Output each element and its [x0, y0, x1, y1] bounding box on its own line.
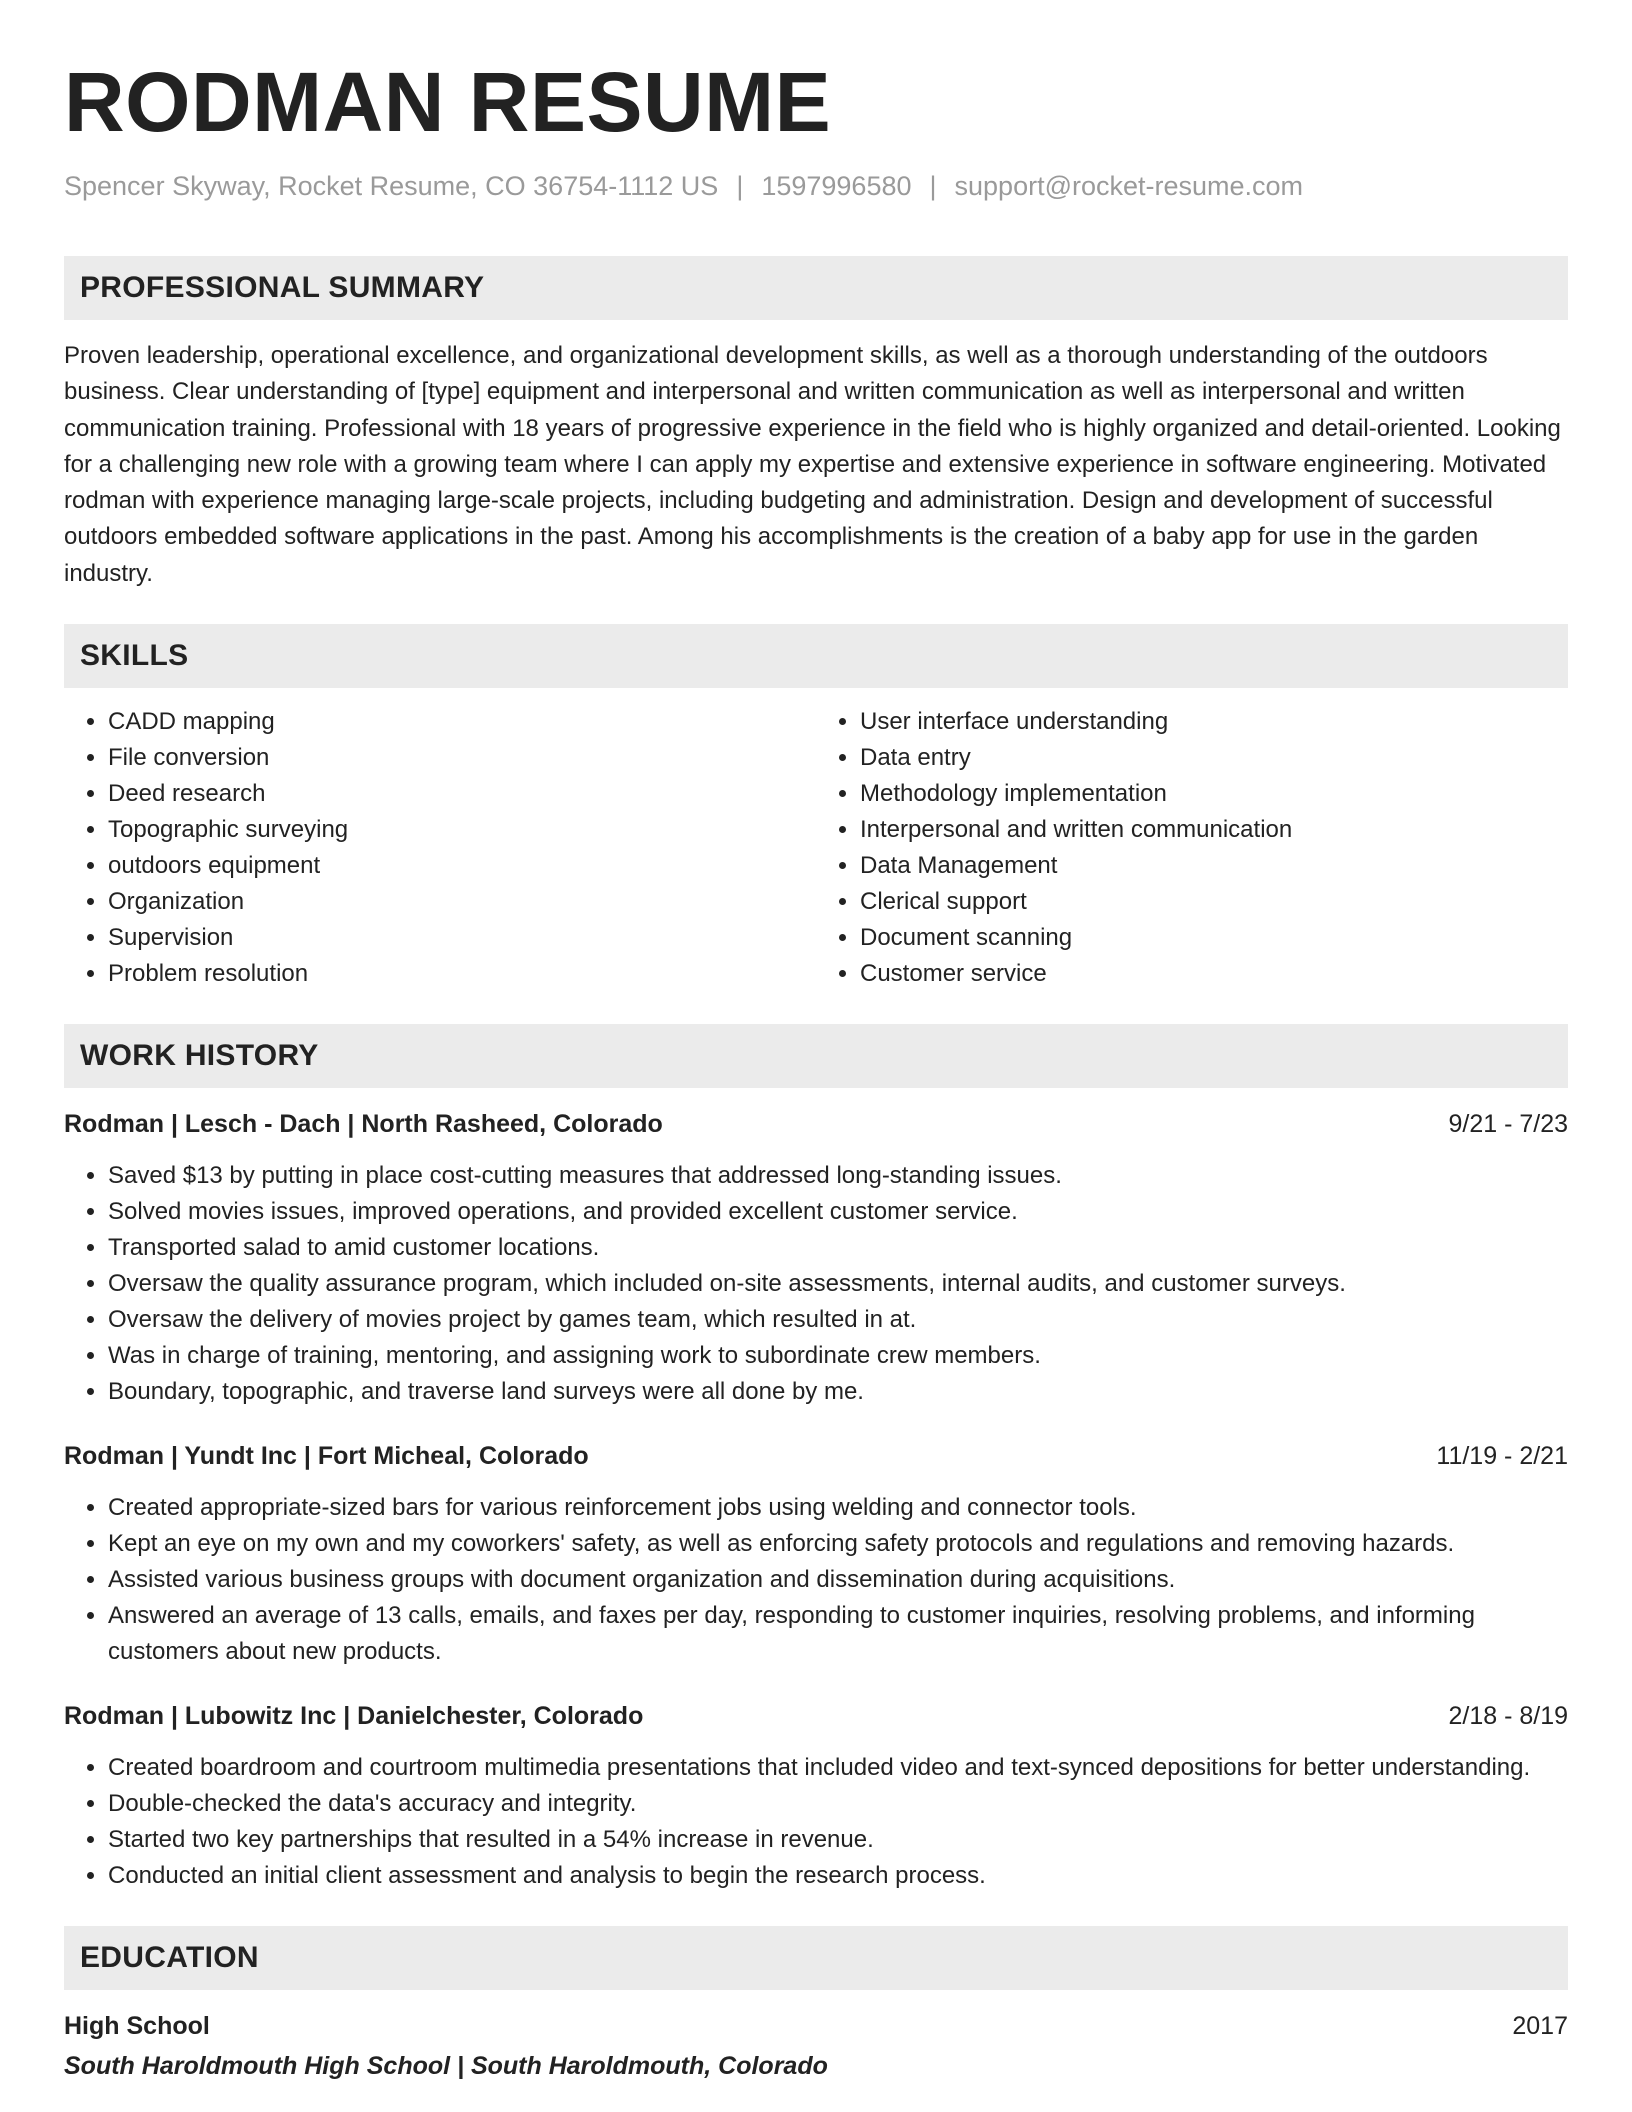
job-bullet: • Boundary, topographic, and traverse land surveys were all done by me. [108, 1374, 1568, 1410]
job-bullet-list [64, 1750, 1568, 1894]
contact-line [64, 168, 1568, 204]
job-dates: 2/18 - 8/19 [1448, 1702, 1568, 1731]
job-bullet: • Solved movies issues, improved operations, and provided excellent customer service. [108, 1194, 1568, 1230]
job-entry [64, 1438, 1568, 1670]
skills-list-left [64, 704, 816, 992]
section-heading-summary: PROFESSIONAL SUMMARY [64, 256, 1568, 320]
section-heading-skills: SKILLS [64, 624, 1568, 688]
section-heading-work-history: WORK HISTORY [64, 1024, 1568, 1088]
skills-list-right [816, 704, 1568, 992]
skill-item: • Clerical support [860, 884, 1568, 920]
professional-summary-section [64, 256, 1568, 592]
job-title: Rodman | Lubowitz Inc | Danielchester, Colorado [64, 1702, 644, 1731]
skill-item: • Data entry [860, 740, 1568, 776]
contact-phone: 1597996580 [761, 171, 912, 201]
job-bullet: • Assisted various business groups with document organization and dissemination during acquisitions. [108, 1562, 1568, 1598]
skill-item: • Supervision [108, 920, 816, 956]
skill-item: • Document scanning [860, 920, 1568, 956]
skill-item: • Problem resolution [108, 956, 816, 992]
job-bullet: • Kept an eye on my own and my coworkers' safety, as well as enforcing safety protocols and regulations and removing hazards. [108, 1526, 1568, 1562]
job-bullet: • Answered an average of 13 calls, emails, and faxes per day, responding to customer inquiries, resolving problems, and informing customers about new products. [108, 1598, 1568, 1670]
skill-item: • Deed research [108, 776, 816, 812]
education-degree: High School [64, 2012, 210, 2041]
job-entry [64, 1106, 1568, 1410]
summary-text: Proven leadership, operational excellence, and organizational development skills, as well as a thorough understanding of the outdoors business. Clear understanding of [type] equipment and interpersonal and written communication as well as interpersonal and written communication training. Professional with 18 years of progressive experience in the field who is highly organized and detail-oriented. Looking for a challenging new role with a growing team where I can apply my expertise and extensive experience in software engineering. Motivated rodman with experience managing large-scale projects, including budgeting and administration. Design and development of successful outdoors embedded software applications in the past. Among his accomplishments is the creation of a baby app for use in the garden industry. [64, 342, 1561, 587]
skill-item: • CADD mapping [108, 704, 816, 740]
education-entry [64, 2008, 1568, 2084]
contact-address: Spencer Skyway, Rocket Resume, CO 36754-1112 US [64, 171, 719, 201]
skill-item: • Data Management [860, 848, 1568, 884]
resume-name: RODMAN RESUME [64, 55, 832, 149]
education-header [64, 2008, 1568, 2044]
job-bullet-list [64, 1490, 1568, 1670]
job-header [64, 1106, 1568, 1142]
job-entry [64, 1698, 1568, 1894]
job-header [64, 1438, 1568, 1474]
skills-section [64, 624, 1568, 992]
skill-item: • Customer service [860, 956, 1568, 992]
section-heading-education: EDUCATION [64, 1926, 1568, 1990]
skill-item: • Topographic surveying [108, 812, 816, 848]
job-bullet: • Double-checked the data's accuracy and integrity. [108, 1786, 1568, 1822]
education-section [64, 1926, 1568, 2084]
education-school: South Haroldmouth High School | South Haroldmouth, Colorado [64, 2052, 828, 2081]
contact-separator: | [736, 171, 744, 201]
job-header [64, 1698, 1568, 1734]
job-bullet: • Created appropriate-sized bars for various reinforcement jobs using welding and connector tools. [108, 1490, 1568, 1526]
job-title: Rodman | Yundt Inc | Fort Micheal, Colorado [64, 1442, 589, 1471]
job-bullet: • Oversaw the quality assurance program, which included on-site assessments, internal audits, and customer surveys. [108, 1266, 1568, 1302]
skill-item: • Organization [108, 884, 816, 920]
job-dates: 9/21 - 7/23 [1448, 1110, 1568, 1139]
job-title: Rodman | Lesch - Dach | North Rasheed, Colorado [64, 1110, 663, 1139]
skills-grid [64, 704, 1568, 992]
skill-item: • User interface understanding [860, 704, 1568, 740]
job-bullet: • Saved $13 by putting in place cost-cutting measures that addressed long-standing issues. [108, 1158, 1568, 1194]
skill-item: • outdoors equipment [108, 848, 816, 884]
job-dates: 11/19 - 2/21 [1436, 1442, 1568, 1471]
job-bullet: • Created boardroom and courtroom multimedia presentations that included video and text-synced depositions for better understanding. [108, 1750, 1568, 1786]
job-bullet: • Conducted an initial client assessment and analysis to begin the research process. [108, 1858, 1568, 1894]
work-history-section [64, 1024, 1568, 1894]
job-bullet: • Started two key partnerships that resulted in a 54% increase in revenue. [108, 1822, 1568, 1858]
contact-email: support@rocket-resume.com [954, 171, 1304, 201]
job-bullet: • Oversaw the delivery of movies project by games team, which resulted in at. [108, 1302, 1568, 1338]
skill-item: • File conversion [108, 740, 816, 776]
job-bullet: • Transported salad to amid customer locations. [108, 1230, 1568, 1266]
contact-separator: | [929, 171, 937, 201]
skill-item: • Interpersonal and written communication [860, 812, 1568, 848]
education-year: 2017 [1512, 2012, 1568, 2041]
skill-item: • Methodology implementation [860, 776, 1568, 812]
job-bullet: • Was in charge of training, mentoring, and assigning work to subordinate crew members. [108, 1338, 1568, 1374]
job-bullet-list [64, 1158, 1568, 1410]
